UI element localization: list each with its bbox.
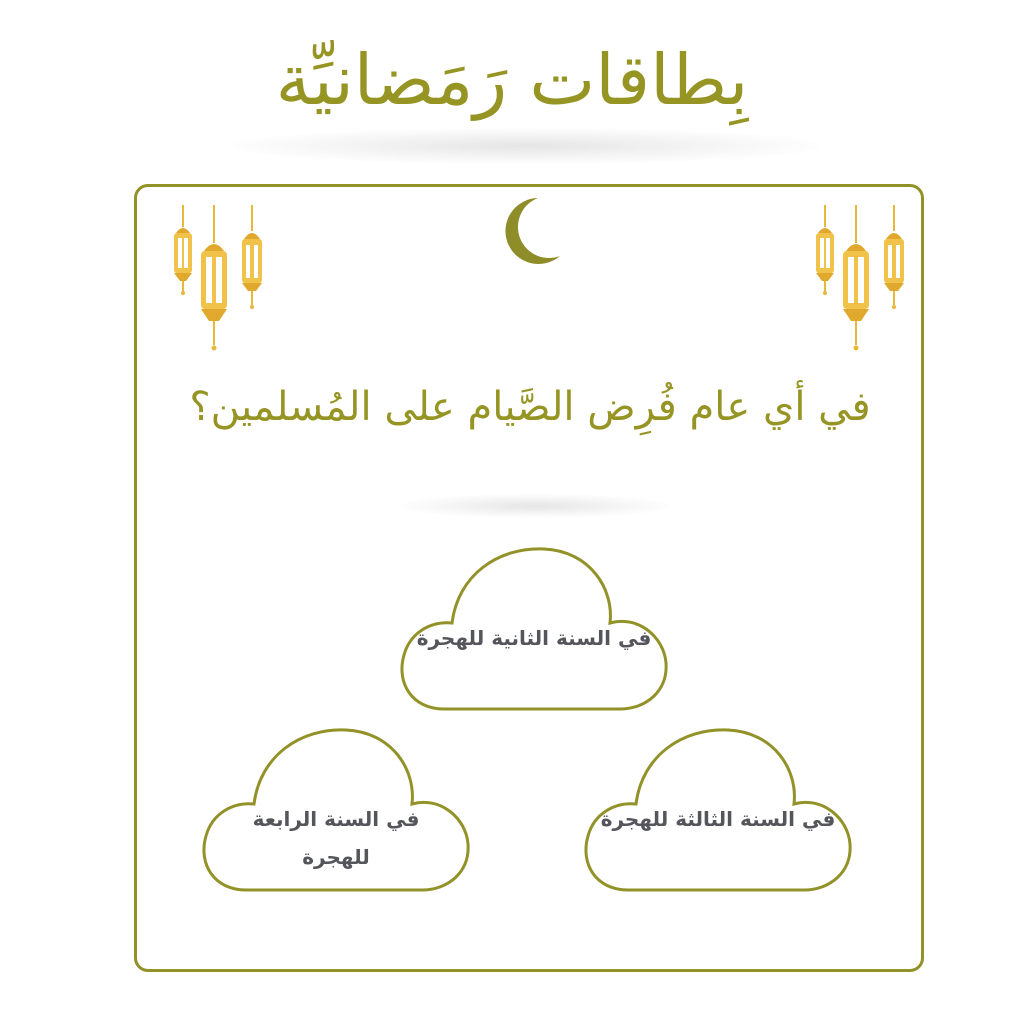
title-shadow	[230, 128, 820, 164]
answer-option-second-year[interactable]	[394, 545, 674, 715]
question-shadow	[400, 494, 670, 518]
question-text: في أي عام فُرِض الصَّيام على المُسلمين؟	[189, 384, 871, 430]
answer-label: في السنة الرابعة للهجرة	[252, 807, 420, 869]
page-title: بِطاقات رَمَضانيِّة	[275, 39, 749, 121]
answer-label: في السنة الثالثة للهجرة	[600, 807, 836, 831]
hanging-lanterns-icon	[168, 205, 268, 355]
answer-option-fourth-year[interactable]	[196, 726, 476, 896]
hanging-lanterns-icon	[810, 205, 910, 355]
crescent-moon-icon	[498, 194, 564, 268]
answer-label: في السنة الثانية للهجرة	[416, 626, 652, 650]
answer-option-third-year[interactable]	[578, 726, 858, 896]
